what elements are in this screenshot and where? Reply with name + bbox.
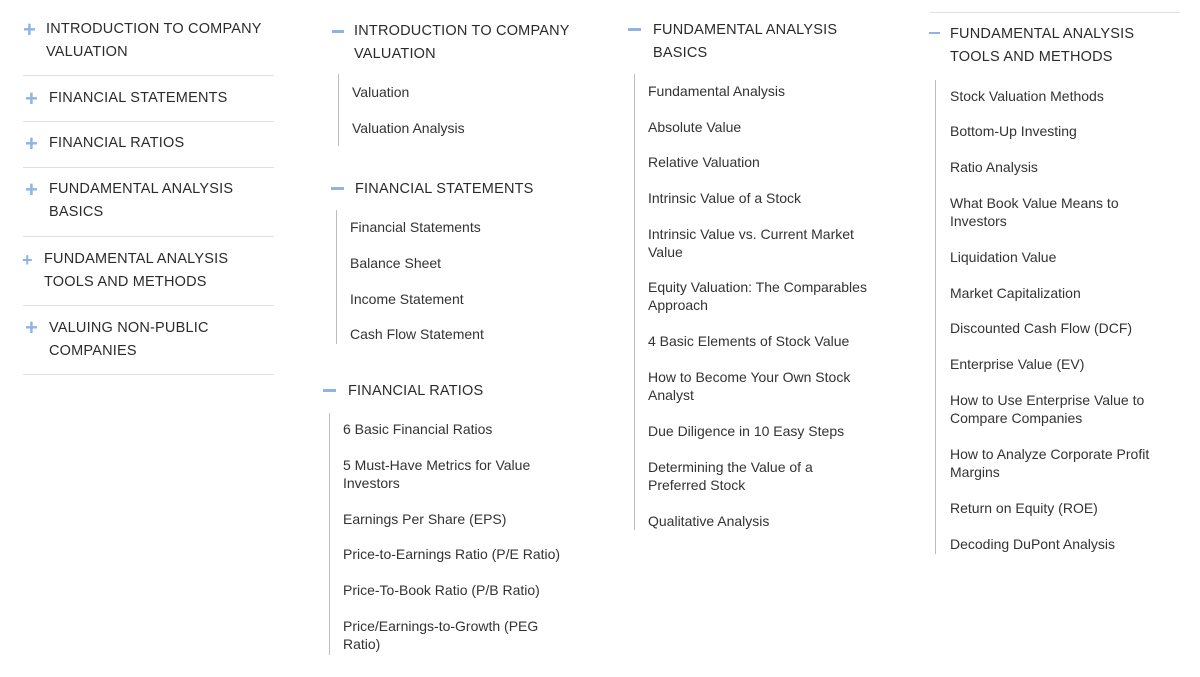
section-heading-fundamental-analysis-tools[interactable]: FUNDAMENTAL ANALYSIS TOOLS AND METHODS bbox=[950, 26, 1135, 65]
link-ratio-analysis[interactable]: Ratio Analysis bbox=[950, 159, 1038, 175]
accordion-fundamental-analysis-basics[interactable]: FUNDAMENTAL ANALYSIS BASICS bbox=[49, 181, 234, 220]
section-heading-financial-ratios[interactable]: FINANCIAL RATIOS bbox=[348, 383, 484, 399]
link-6-basic-financial-ratios[interactable]: 6 Basic Financial Ratios bbox=[343, 421, 493, 437]
link-dupont-analysis[interactable]: Decoding DuPont Analysis bbox=[950, 536, 1115, 552]
plus-icon[interactable]: + bbox=[25, 315, 38, 340]
link-stock-valuation-methods[interactable]: Stock Valuation Methods bbox=[950, 88, 1104, 104]
section-rule bbox=[634, 74, 635, 530]
section-rule bbox=[329, 413, 330, 655]
link-5-must-have-metrics[interactable]: 5 Must-Have Metrics for Value Investors bbox=[343, 457, 531, 491]
link-equity-valuation-comparables[interactable]: Equity Valuation: The Comparables Approach bbox=[648, 279, 867, 313]
link-cash-flow-statement[interactable]: Cash Flow Statement bbox=[350, 326, 484, 342]
divider bbox=[23, 236, 274, 237]
link-relative-valuation[interactable]: Relative Valuation bbox=[648, 154, 760, 170]
link-price-to-book-ratio[interactable]: Price-To-Book Ratio (P/B Ratio) bbox=[343, 582, 540, 598]
link-book-value-means[interactable]: What Book Value Means to Investors bbox=[950, 195, 1119, 229]
section-heading-intro-to-company-valuation[interactable]: INTRODUCTION TO COMPANY VALUATION bbox=[354, 23, 570, 62]
section-rule bbox=[338, 74, 339, 146]
section-rule bbox=[336, 210, 337, 344]
minus-icon[interactable] bbox=[332, 30, 344, 33]
divider bbox=[23, 75, 274, 76]
link-value-of-preferred-stock[interactable]: Determining the Value of a Preferred Stock bbox=[648, 459, 813, 493]
minus-icon[interactable] bbox=[929, 32, 940, 34]
link-corporate-profit-margins[interactable]: How to Analyze Corporate Profit Margins bbox=[950, 446, 1150, 480]
accordion-valuing-non-public-companies[interactable]: VALUING NON-PUBLIC COMPANIES bbox=[49, 320, 209, 359]
accordion-fundamental-analysis-tools[interactable]: FUNDAMENTAL ANALYSIS TOOLS AND METHODS bbox=[44, 251, 229, 290]
link-absolute-value[interactable]: Absolute Value bbox=[648, 119, 742, 135]
plus-icon[interactable]: + bbox=[23, 17, 36, 42]
link-earnings-per-share[interactable]: Earnings Per Share (EPS) bbox=[343, 511, 507, 527]
link-financial-statements[interactable]: Financial Statements bbox=[350, 219, 481, 235]
link-return-on-equity[interactable]: Return on Equity (ROE) bbox=[950, 500, 1098, 516]
minus-icon[interactable] bbox=[331, 187, 344, 190]
link-liquidation-value[interactable]: Liquidation Value bbox=[950, 249, 1057, 265]
divider bbox=[23, 374, 274, 375]
section-heading-financial-statements[interactable]: FINANCIAL STATEMENTS bbox=[355, 181, 534, 197]
divider bbox=[23, 121, 274, 122]
minus-icon[interactable] bbox=[628, 28, 641, 31]
plus-icon[interactable]: + bbox=[25, 177, 38, 202]
link-income-statement[interactable]: Income Statement bbox=[350, 291, 464, 307]
link-become-your-own-analyst[interactable]: How to Become Your Own Stock Analyst bbox=[648, 369, 851, 403]
plus-icon[interactable]: + bbox=[25, 131, 38, 156]
plus-icon[interactable]: + bbox=[25, 86, 38, 111]
section-heading-fundamental-analysis-basics[interactable]: FUNDAMENTAL ANALYSIS BASICS bbox=[653, 22, 838, 61]
link-peg-ratio[interactable]: Price/Earnings-to-Growth (PEG Ratio) bbox=[343, 618, 539, 652]
divider bbox=[23, 167, 274, 168]
link-bottom-up-investing[interactable]: Bottom-Up Investing bbox=[950, 123, 1077, 139]
accordion-financial-statements[interactable]: FINANCIAL STATEMENTS bbox=[49, 90, 228, 106]
link-market-capitalization[interactable]: Market Capitalization bbox=[950, 285, 1081, 301]
link-valuation-analysis[interactable]: Valuation Analysis bbox=[352, 120, 465, 136]
link-intrinsic-vs-market-value[interactable]: Intrinsic Value vs. Current Market Value bbox=[648, 226, 854, 260]
link-enterprise-value[interactable]: Enterprise Value (EV) bbox=[950, 356, 1085, 372]
link-price-to-earnings-ratio[interactable]: Price-to-Earnings Ratio (P/E Ratio) bbox=[343, 546, 561, 562]
section-rule bbox=[935, 80, 936, 554]
link-discounted-cash-flow[interactable]: Discounted Cash Flow (DCF) bbox=[950, 320, 1133, 336]
link-use-enterprise-value[interactable]: How to Use Enterprise Value to Compare Companies bbox=[950, 392, 1145, 426]
link-intrinsic-value-of-a-stock[interactable]: Intrinsic Value of a Stock bbox=[648, 190, 802, 206]
link-4-basic-elements[interactable]: 4 Basic Elements of Stock Value bbox=[648, 333, 850, 349]
accordion-intro-to-company-valuation[interactable]: INTRODUCTION TO COMPANY VALUATION bbox=[46, 21, 262, 60]
minus-icon[interactable] bbox=[323, 389, 336, 392]
plus-icon[interactable]: + bbox=[22, 250, 33, 270]
link-balance-sheet[interactable]: Balance Sheet bbox=[350, 255, 442, 271]
link-fundamental-analysis[interactable]: Fundamental Analysis bbox=[648, 83, 785, 99]
divider bbox=[23, 305, 274, 306]
link-valuation[interactable]: Valuation bbox=[352, 84, 410, 100]
link-due-diligence[interactable]: Due Diligence in 10 Easy Steps bbox=[648, 423, 845, 439]
accordion-financial-ratios[interactable]: FINANCIAL RATIOS bbox=[49, 135, 185, 151]
divider bbox=[930, 12, 1180, 13]
link-qualitative-analysis[interactable]: Qualitative Analysis bbox=[648, 513, 770, 529]
